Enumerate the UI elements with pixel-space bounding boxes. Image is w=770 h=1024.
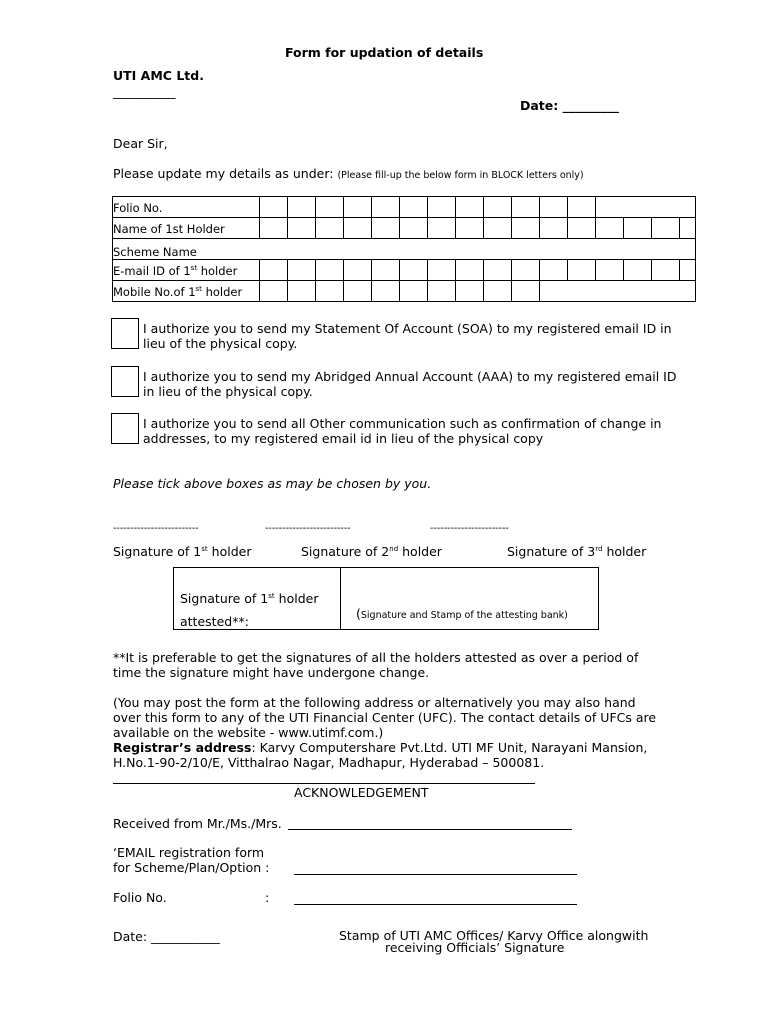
- name-cells[interactable]: [259, 218, 707, 238]
- ack-date-field[interactable]: Date: ___________: [113, 929, 220, 944]
- other-comm-checkbox[interactable]: [111, 413, 139, 444]
- mobile-cells[interactable]: [259, 281, 567, 301]
- update-request-text: Please update my details as under:: [113, 166, 334, 181]
- other-comm-authorization-text: I authorize you to send all Other communication such as confirmation of change in addresses, to my registered email id in lieu of the physical copy: [143, 416, 662, 446]
- details-table: [112, 196, 696, 302]
- signature-label-3: Signature of 3rd holder: [507, 544, 647, 559]
- ack-folio-line[interactable]: [294, 904, 577, 905]
- email-cells[interactable]: [259, 260, 707, 280]
- registrar-text: : Karvy Computershare Pvt.Ltd. UTI MF Unit, Narayani Mansion, H.No.1-90-2/10/E, Vitthalrao Nagar, Madhapur, Hyderabad – 500081.: [113, 740, 648, 770]
- company-underline: __________: [113, 84, 176, 99]
- row-scheme[interactable]: [113, 239, 695, 260]
- stamp-label-1: Stamp of UTI AMC Offices/ Karvy Office alongwith: [339, 928, 649, 943]
- acknowledgement-title: ACKNOWLEDGEMENT: [294, 785, 429, 800]
- attested-signature-label: Signature of 1st holder: [180, 591, 319, 606]
- row-email: [113, 260, 695, 281]
- label-scheme: Scheme Name: [113, 245, 197, 259]
- date-field[interactable]: Date: _________: [520, 98, 619, 113]
- received-from-label: Received from Mr./Ms./Mrs.: [113, 816, 282, 831]
- registrar-label: Registrar’s address: [113, 740, 252, 755]
- soa-checkbox[interactable]: [111, 318, 139, 349]
- attestation-divider: [340, 568, 341, 629]
- ack-folio-colon: :: [265, 890, 270, 905]
- update-request-note: (Please fill-up the below form in BLOCK letters only): [337, 170, 584, 181]
- soa-authorization-text: I authorize you to send my Statement Of Account (SOA) to my registered email ID in lieu of the physical copy.: [143, 321, 672, 351]
- email-registration-label-2: for Scheme/Plan/Option :: [113, 860, 270, 875]
- stamp-label-2: receiving Officials’ Signature: [385, 940, 565, 955]
- signature-label-2: Signature of 2nd holder: [301, 544, 442, 559]
- email-registration-label-1: ‘EMAIL registration form: [113, 845, 265, 860]
- tick-note: Please tick above boxes as may be chosen by you.: [113, 476, 432, 491]
- label-name: Name of 1st Holder: [113, 222, 225, 236]
- company-name: UTI AMC Ltd.: [113, 68, 204, 83]
- preferable-note: **It is preferable to get the signatures of all the holders attested as over a period of time the signature might have undergone change.: [113, 650, 639, 680]
- post-note: (You may post the form at the following address or alternatively you may also hand over this form to any of the UTI Financial Center (UFC). The contact details of UFCs are available on the website - www.utimf.com.): [113, 695, 657, 740]
- aaa-checkbox[interactable]: [111, 366, 139, 397]
- aaa-authorization-text: I authorize you to send my Abridged Annual Account (AAA) to my registered email ID in lieu of the physical copy.: [143, 369, 677, 399]
- attestation-box[interactable]: [173, 567, 599, 630]
- signature-line-1[interactable]: -------------------------: [113, 523, 199, 534]
- row-folio: [113, 197, 695, 218]
- ack-folio-label: Folio No.: [113, 890, 167, 905]
- scheme-line[interactable]: [294, 874, 577, 875]
- label-folio: Folio No.: [113, 201, 163, 215]
- salutation: Dear Sir,: [113, 136, 168, 151]
- cut-line: [113, 783, 535, 784]
- folio-cells[interactable]: [259, 197, 623, 217]
- attested-label: attested**:: [180, 614, 249, 629]
- signature-label-1: Signature of 1st holder: [113, 544, 252, 559]
- row-name: [113, 218, 695, 239]
- label-email: E-mail ID of 1st holder: [113, 264, 238, 278]
- row-mobile: [113, 281, 695, 301]
- update-request: [113, 166, 584, 181]
- signature-line-2[interactable]: -------------------------: [265, 523, 351, 534]
- label-mobile: Mobile No.of 1st holder: [113, 285, 243, 299]
- registrar-address: [113, 740, 661, 770]
- signature-line-3[interactable]: -----------------------: [430, 523, 509, 534]
- bank-stamp-label: (Signature and Stamp of the attesting bank): [356, 606, 568, 621]
- received-from-line[interactable]: [288, 829, 572, 830]
- form-title: Form for updation of details: [285, 45, 484, 60]
